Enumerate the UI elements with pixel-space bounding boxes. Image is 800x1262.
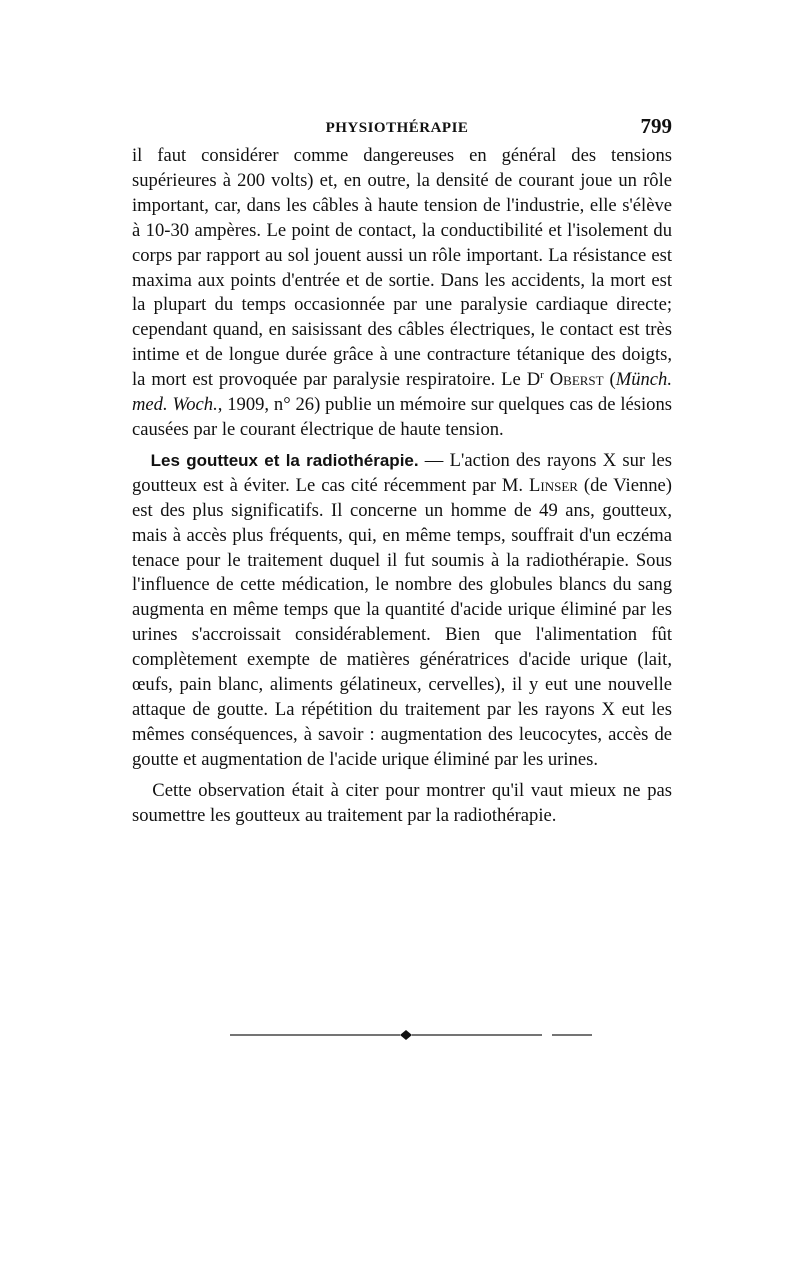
journal-name: Münch. med. Woch. (132, 369, 672, 416)
author-oberst: Oberst (549, 369, 604, 391)
paragraph-3-text: Cette observation était à citer pour montrer qu'il vaut mieux ne pas soumettre les goutteux au traitement par la radiothérapie. (132, 779, 672, 826)
doctor-superscript: r (540, 368, 544, 381)
section-divider-ornament (230, 1029, 592, 1041)
paragraph-conclusion (132, 779, 672, 829)
paragraph-1-text-b: , 1909, n° 26) publie un mémoire sur quelques cas de lésions causées par le courant électrique de haute tension. (132, 394, 672, 440)
author-linser: Linser (529, 474, 578, 496)
book-page (132, 112, 672, 828)
running-header (132, 112, 672, 142)
running-title: PHYSIOTHÉRAPIE (325, 120, 469, 136)
body-text (132, 144, 672, 828)
paragraph-electric-accidents (132, 144, 672, 443)
paragraph-2-text-b: (de Vienne) est des plus significatifs. Il concerne un homme de 49 ans, goutteux, mais à accès plus fréquents, qui, en même temps, souffrait d'un eczéma tenace pour le traitement duquel il fut soumis à la radiothérapie. Sous l'influence de cette médication, le nombre des globules blancs du sang augmenta en même temps que la quantité d'acide urique éliminé par les urines s'accroissait considérablement. Bien que l'alimentation fût complètement exempte de matières génératrices d'acide urique (lait, œufs, pain blanc, aliments gélatineux, cervelles), il y eut une nouvelle attaque de goutte. La répétition du traitement par les rayons X eut les mêmes conséquences, à savoir : augmentation des leucocytes, accès de goutte et augmentation de l'acide urique éliminé par les urines. (132, 474, 672, 770)
paren-open: ( (603, 369, 616, 391)
paragraph-2-text-a: — L'action des rayons X sur les goutteux est à éviter. Le cas cité récemment par M. (132, 449, 672, 496)
doctor-prefix: D (526, 369, 541, 391)
divider-diamond-icon (400, 1030, 412, 1040)
page-number: 799 (640, 114, 672, 138)
paragraph-goutteux (132, 449, 672, 773)
paragraph-1-text-a: il faut considérer comme dangereuses en général des tensions supérieures à 200 volts) et, en outre, la densité de courant joue un rôle important, car, dans les câbles à haute tension de l'industrie, elle s'élève à 10-30 ampères. Le point de contact, la conductibilité et l'isolement du corps par rapport au sol jouent aussi un rôle important. La résistance est maxima aux points d'entrée et de sortie. Dans les accidents, la mort est la plupart du temps occasionnée par une paralysie cardiaque directe; cependant quand, en saisissant des câbles électriques, le contact est très intime et de longue durée grâce à une contracture tétanique des doigts, la mort est provoquée par paralysie respiratoire. Le (132, 145, 672, 391)
section-heading: Les goutteux et la radiothérapie. (150, 450, 419, 470)
